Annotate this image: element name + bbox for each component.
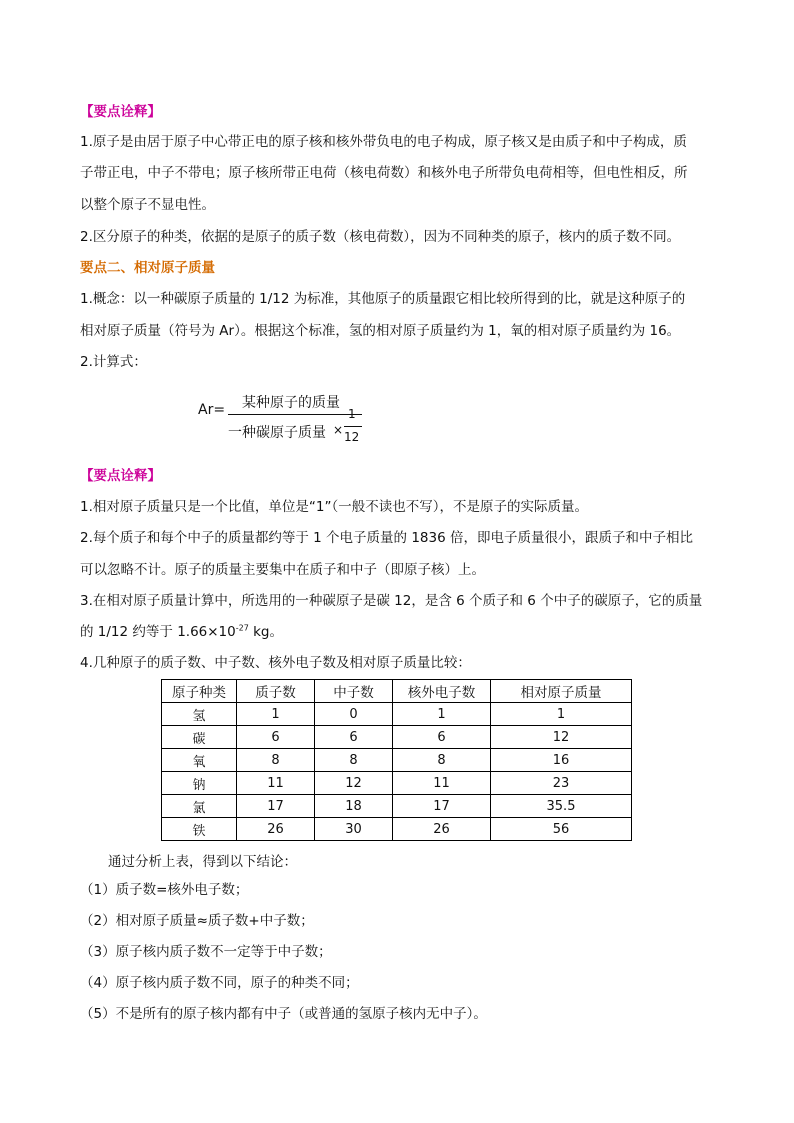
table-cell: 钠 <box>162 772 237 795</box>
conclusion-item: （4）原子核内质子数不同，原子的种类不同； <box>80 975 359 991</box>
table-row <box>162 749 632 772</box>
formula-denominator: 一种碳原子质量 <box>228 425 326 441</box>
paragraph-line: 1.相对原子质量只是一个比值，单位是“1”（一般不读也不写），不是原子的实际质量。 <box>80 499 588 515</box>
table-row <box>162 795 632 818</box>
fraction-denominator-twelve: 12 <box>344 430 360 444</box>
table-cell: 56 <box>491 818 632 841</box>
small-fraction-bar <box>344 426 362 427</box>
table-cell: 12 <box>491 726 632 749</box>
table-cell: 6 <box>393 726 491 749</box>
paragraph-line: 1.原子是由居于原子中心带正电的原子核和核外带负电的电子构成，原子核又是由质子和中子构成，质 <box>80 134 687 150</box>
section-heading-key-points-2: 【要点诠释】 <box>80 468 161 484</box>
table-cell: 26 <box>393 818 491 841</box>
header-cell: 相对原子质量 <box>491 680 632 703</box>
table-row <box>162 726 632 749</box>
formula-relative-atomic-mass <box>198 392 378 456</box>
header-cell: 原子种类 <box>162 680 237 703</box>
paragraph-line: 子带正电，中子不带电；原子核所带正电荷（核电荷数）和核外电子所带负电荷相等，但电性相反，所 <box>80 165 688 181</box>
paragraph-line: 3.在相对原子质量计算中，所选用的一种碳原子是碳 12，是含 6 个质子和 6 个中子的碳原子，它的质量 <box>80 593 703 609</box>
header-cell: 核外电子数 <box>393 680 491 703</box>
table-cell: 氧 <box>162 749 237 772</box>
exponent: -27 <box>235 623 249 633</box>
table-cell: 18 <box>315 795 393 818</box>
header-cell: 质子数 <box>237 680 315 703</box>
paragraph-line: 1.概念：以一种碳原子质量的 1/12 为标准，其他原子的质量跟它相比较所得到的比，就是这种原子的 <box>80 291 686 307</box>
line-text-unit: kg。 <box>248 624 284 640</box>
table-cell: 26 <box>237 818 315 841</box>
conclusion-item: （2）相对原子质量≈质子数+中子数； <box>80 913 314 929</box>
paragraph-line-carbon-mass <box>80 622 720 642</box>
paragraph-line: 2.每个质子和每个中子的质量都约等于 1 个电子质量的 1836 倍，即电子质量很小，跟质子和中子相比 <box>80 530 693 546</box>
table-cell: 17 <box>237 795 315 818</box>
paragraph-line: 4.几种原子的质子数、中子数、核外电子数及相对原子质量比较： <box>80 655 471 671</box>
table-cell: 11 <box>393 772 491 795</box>
table-cell: 11 <box>237 772 315 795</box>
conclusion-intro: 通过分析上表，得到以下结论： <box>108 854 297 870</box>
formula-lhs: Ar= <box>198 402 226 418</box>
table-cell: 0 <box>315 703 393 726</box>
paragraph-line: 以整个原子不显电性。 <box>80 197 215 213</box>
table-cell: 8 <box>315 749 393 772</box>
table-header-row <box>162 680 632 703</box>
section-heading-relative-atomic-mass: 要点二、相对原子质量 <box>80 260 215 276</box>
table-row <box>162 818 632 841</box>
table-cell: 氢 <box>162 703 237 726</box>
formula-numerator: 某种原子的质量 <box>242 395 340 411</box>
paragraph-line: 2.计算式： <box>80 354 147 370</box>
table-cell: 6 <box>315 726 393 749</box>
table-cell: 铁 <box>162 818 237 841</box>
conclusion-item: （1）质子数=核外电子数； <box>80 882 249 898</box>
table-cell: 8 <box>237 749 315 772</box>
table-cell: 30 <box>315 818 393 841</box>
table-cell: 6 <box>237 726 315 749</box>
header-cell: 中子数 <box>315 680 393 703</box>
table-cell: 氯 <box>162 795 237 818</box>
table-cell: 16 <box>491 749 632 772</box>
table-cell: 碳 <box>162 726 237 749</box>
table-cell: 12 <box>315 772 393 795</box>
fraction-numerator-one: 1 <box>348 407 356 421</box>
section-heading-key-points: 【要点诠释】 <box>80 104 161 120</box>
table-cell: 1 <box>491 703 632 726</box>
paragraph-line: 可以忽略不计。原子的质量主要集中在质子和中子（即原子核）上。 <box>80 562 485 578</box>
table-row <box>162 703 632 726</box>
line-text: 的 1/12 约等于 1.66×10 <box>80 624 236 640</box>
table-cell: 17 <box>393 795 491 818</box>
table-cell: 23 <box>491 772 632 795</box>
table-cell: 1 <box>393 703 491 726</box>
fraction-bar <box>228 414 362 415</box>
conclusion-item: （3）原子核内质子数不一定等于中子数； <box>80 944 332 960</box>
table-cell: 1 <box>237 703 315 726</box>
table-row <box>162 772 632 795</box>
times-sign: × <box>333 423 344 437</box>
paragraph-line: 相对原子质量（符号为 Ar）。根据这个标准，氢的相对原子质量约为 1，氧的相对原子质量约为 16。 <box>80 323 681 339</box>
table-cell: 8 <box>393 749 491 772</box>
atom-comparison-table <box>161 679 632 841</box>
conclusion-item: （5）不是所有的原子核内都有中子（或普通的氢原子核内无中子）。 <box>80 1006 487 1022</box>
table-cell: 35.5 <box>491 795 632 818</box>
paragraph-line: 2.区分原子的种类，依据的是原子的质子数（核电荷数），因为不同种类的原子，核内的质子数不同。 <box>80 229 681 245</box>
